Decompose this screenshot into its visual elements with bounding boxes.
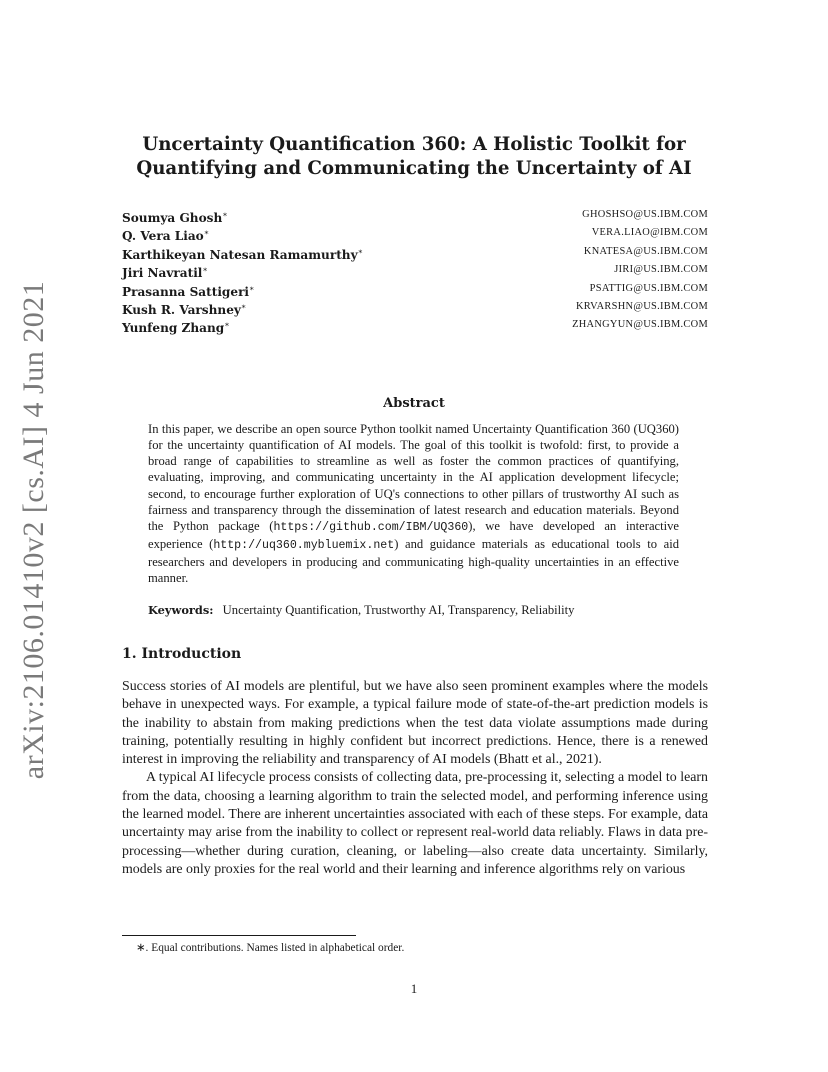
paragraph: Success stories of AI models are plentiful, but we have also seen prominent examples where the models behave in unexpected ways. For example, a typical failure mode of state-of-the-art prediction models is the inability to abstain from making predictions when the test data violate assumptions made during training, potentially resulting in highly confident but incorrect predictions. Hence, there is a renewed interest in improving the reliability and transparency of AI models (Bhatt et al., 2021).	[122, 679, 708, 768]
abstract-heading: Abstract	[383, 396, 445, 411]
paper-title-line-2: Quantifying and Communicating the Uncertainty of AI	[136, 158, 692, 179]
equal-contribution-mark: ∗	[240, 301, 247, 311]
abstract-text-part-2: ), we have developed an interactive experience (	[148, 518, 680, 552]
abstract-text-part-3: ) and guidance materials as educational tools to aid researchers and developers in producing and communicating high-quality uncertainties in an effective manner.	[148, 537, 680, 586]
author-name: Q. Vera Liao∗	[122, 228, 210, 244]
equal-contribution-mark: ∗	[203, 228, 210, 238]
author-list	[122, 206, 708, 335]
paragraph: A typical AI lifecycle process consists of collecting data, pre-processing it, selecting a model to learn from the data, choosing a learning algorithm to train the selected model, and performing inference using the learned model. There are inherent uncertainties associated with each of these steps. For example, data uncertainty may arise from the inability to collect or represent real-world data reliably. Flaws in data pre-processing—whether during curation, cleaning, or labeling—also create data uncertainty. Similarly, models are only proxies for the real world and their learning and inference algorithms rely on various	[122, 770, 708, 877]
author-email[interactable]: VERA.LIAO@IBM.COM	[591, 227, 708, 239]
abstract-text	[148, 421, 679, 587]
introduction-body	[122, 678, 708, 879]
author-row	[122, 298, 708, 316]
author-email[interactable]: KRVARSHN@US.IBM.COM	[575, 300, 708, 312]
github-link[interactable]: https://github.com/IBM/UQ360	[273, 520, 469, 534]
author-name: Prasanna Sattigeri∗	[122, 283, 255, 299]
demo-link[interactable]: http://uq360.mybluemix.net	[213, 539, 395, 553]
author-row	[122, 316, 708, 334]
equal-contribution-mark: ∗	[202, 265, 208, 275]
author-email[interactable]: JIRI@US.IBM.COM	[614, 264, 708, 276]
author-name: Karthikeyan Natesan Ramamurthy∗	[122, 246, 364, 262]
page-number: 1	[410, 981, 418, 996]
keywords-text: Uncertainty Quantification, Trustworthy AI, Transparency, Reliability	[222, 603, 575, 617]
abstract-text-part-1: In this paper, we describe an open source Python toolkit named Uncertainty Quantification 360 (UQ360) for the uncertainty quantification of AI models. The goal of this toolkit is twofold: first, to provide a broad range of capabilities to streamline as well as foster the common practices of quantifying, evaluating, improving, and communicating uncertainty in the AI application development lifecycle; second, to encourage further exploration of UQ's connections to other pillars of trustworthy AI such as fairness and transparency through the dissemination of latest research and education materials. Beyond the Python package (	[148, 422, 679, 533]
section-heading-introduction: 1. Introduction	[122, 646, 242, 662]
author-email[interactable]: PSATTIG@US.IBM.COM	[589, 282, 708, 294]
author-email[interactable]: KNATESA@US.IBM.COM	[583, 245, 708, 257]
author-name: Soumya Ghosh∗	[122, 210, 228, 226]
author-row	[122, 243, 708, 261]
author-row	[122, 280, 708, 298]
author-name: Jiri Navratil∗	[122, 265, 208, 281]
author-row	[122, 261, 708, 279]
arxiv-identifier-stamp: arXiv:2106.01410v2 [cs.AI] 4 Jun 2021	[17, 280, 50, 780]
author-name: Yunfeng Zhang∗	[122, 320, 230, 336]
footnote: ∗. Equal contributions. Names listed in alphabetical order.	[136, 942, 405, 954]
keywords	[148, 602, 679, 618]
equal-contribution-mark: ∗	[224, 320, 230, 330]
keywords-label: Keywords:	[148, 603, 214, 617]
footnote-divider	[122, 935, 356, 936]
equal-contribution-mark: ∗	[249, 283, 255, 293]
author-row	[122, 206, 708, 224]
author-email[interactable]: ZHANGYUN@US.IBM.COM	[572, 319, 708, 331]
author-name: Kush R. Varshney∗	[122, 301, 247, 317]
author-email[interactable]: GHOSHSO@US.IBM.COM	[582, 209, 708, 220]
paper-title	[100, 133, 728, 181]
equal-contribution-mark: ∗	[357, 246, 364, 256]
paper-title-line-1: Uncertainty Quantification 360: A Holistic Toolkit for	[142, 134, 686, 155]
equal-contribution-mark: ∗	[222, 210, 228, 219]
author-row	[122, 224, 708, 242]
